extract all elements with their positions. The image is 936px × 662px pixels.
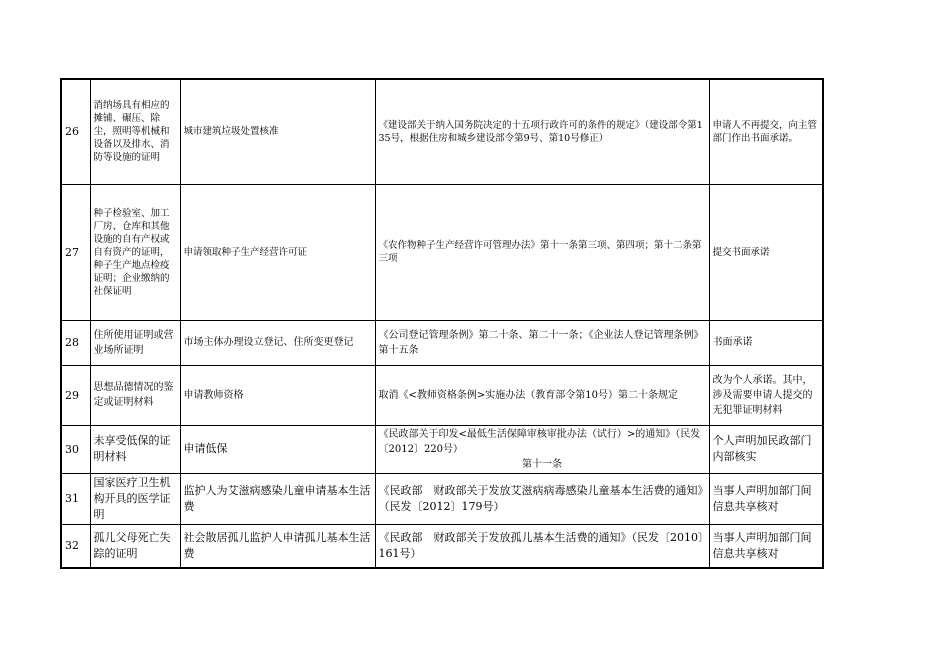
item-cell[interactable]: 申请低保 xyxy=(180,425,375,473)
item-cell[interactable]: 申请领取种子生产经营许可证 xyxy=(180,184,375,320)
certificate-table xyxy=(60,78,824,569)
material-cell[interactable]: 国家医疗卫生机构开具的医学证明 xyxy=(90,473,180,524)
item-cell[interactable]: 市场主体办理设立登记、住所变更登记 xyxy=(180,320,375,365)
item-cell[interactable]: 申请教师资格 xyxy=(180,365,375,425)
item-cell[interactable]: 社会散居孤儿监护人申请孤儿基本生活费 xyxy=(180,524,375,568)
row-number[interactable]: 29 xyxy=(61,365,90,425)
method-cell[interactable]: 改为个人承诺。其中，涉及需要申请人提交的无犯罪证明材料 xyxy=(709,365,823,425)
basis-cell[interactable]: 取消《<教师资格条例>实施办法（教育部令第10号）第二十条规定 xyxy=(375,365,709,425)
method-cell[interactable]: 当事人声明加部门间信息共享核对 xyxy=(709,524,823,568)
basis-cell[interactable]: 《民政部 财政部关于发放艾滋病病毒感染儿童基本生活费的通知》（民发〔2012〕179号） xyxy=(375,473,709,524)
material-cell[interactable]: 住所使用证明或营业场所证明 xyxy=(90,320,180,365)
row-number[interactable]: 31 xyxy=(61,473,90,524)
row-number[interactable]: 28 xyxy=(61,320,90,365)
material-cell[interactable]: 未享受低保的证明材料 xyxy=(90,425,180,473)
basis-cell[interactable]: 《建设部关于纳入国务院决定的十五项行政许可的条件的规定》（建设部令第135号，根据住房和城乡建设部令第9号、第10号修正） xyxy=(375,79,709,184)
material-cell[interactable]: 消纳场具有相应的摊铺、碾压、除尘，照明等机械和设备以及排水、消防等设施的证明 xyxy=(90,79,180,184)
basis-cell[interactable]: 《公司登记管理条例》第二十条、第二十一条；《企业法人登记管理条例》第十五条 xyxy=(375,320,709,365)
table-row xyxy=(61,473,823,524)
table-row xyxy=(61,365,823,425)
item-cell[interactable]: 城市建筑垃圾处置核准 xyxy=(180,79,375,184)
material-cell[interactable]: 思想品德情况的鉴定或证明材料 xyxy=(90,365,180,425)
table-row xyxy=(61,184,823,320)
method-cell[interactable]: 个人声明加民政部门内部核实 xyxy=(709,425,823,473)
basis-cell[interactable]: 《民政部 财政部关于发放孤儿基本生活费的通知》（民发〔2010〕161号） xyxy=(375,524,709,568)
item-cell[interactable]: 监护人为艾滋病感染儿童申请基本生活费 xyxy=(180,473,375,524)
method-cell[interactable]: 书面承诺 xyxy=(709,320,823,365)
row-number[interactable]: 26 xyxy=(61,79,90,184)
row-number[interactable]: 27 xyxy=(61,184,90,320)
method-cell[interactable]: 申请人不再提交，向主管部门作出书面承诺。 xyxy=(709,79,823,184)
row-number[interactable]: 30 xyxy=(61,425,90,473)
basis-text: 《民政部关于印发<最低生活保障审核审批办法（试行）>的通知》（民发〔2012〕220号） xyxy=(378,428,701,455)
table-row xyxy=(61,524,823,568)
material-cell[interactable]: 孤儿父母死亡失踪的证明 xyxy=(90,524,180,568)
basis-cell[interactable]: 《农作物种子生产经营许可管理办法》第十一条第三项、第四项；第十二条第三项 xyxy=(375,184,709,320)
method-cell[interactable]: 当事人声明加部门间信息共享核对 xyxy=(709,473,823,524)
method-cell[interactable]: 提交书面承诺 xyxy=(709,184,823,320)
basis-cell[interactable] xyxy=(375,425,709,473)
table-row xyxy=(61,320,823,365)
table-row xyxy=(61,79,823,184)
row-number[interactable]: 32 xyxy=(61,524,90,568)
basis-extra-text: 第十一条 xyxy=(522,458,562,470)
material-cell[interactable]: 种子检验室、加工厂房、仓库和其他设施的自有产权或自有资产的证明，种子生产地点检疫证明；企业缴纳的社保证明 xyxy=(90,184,180,320)
table-row xyxy=(61,425,823,473)
